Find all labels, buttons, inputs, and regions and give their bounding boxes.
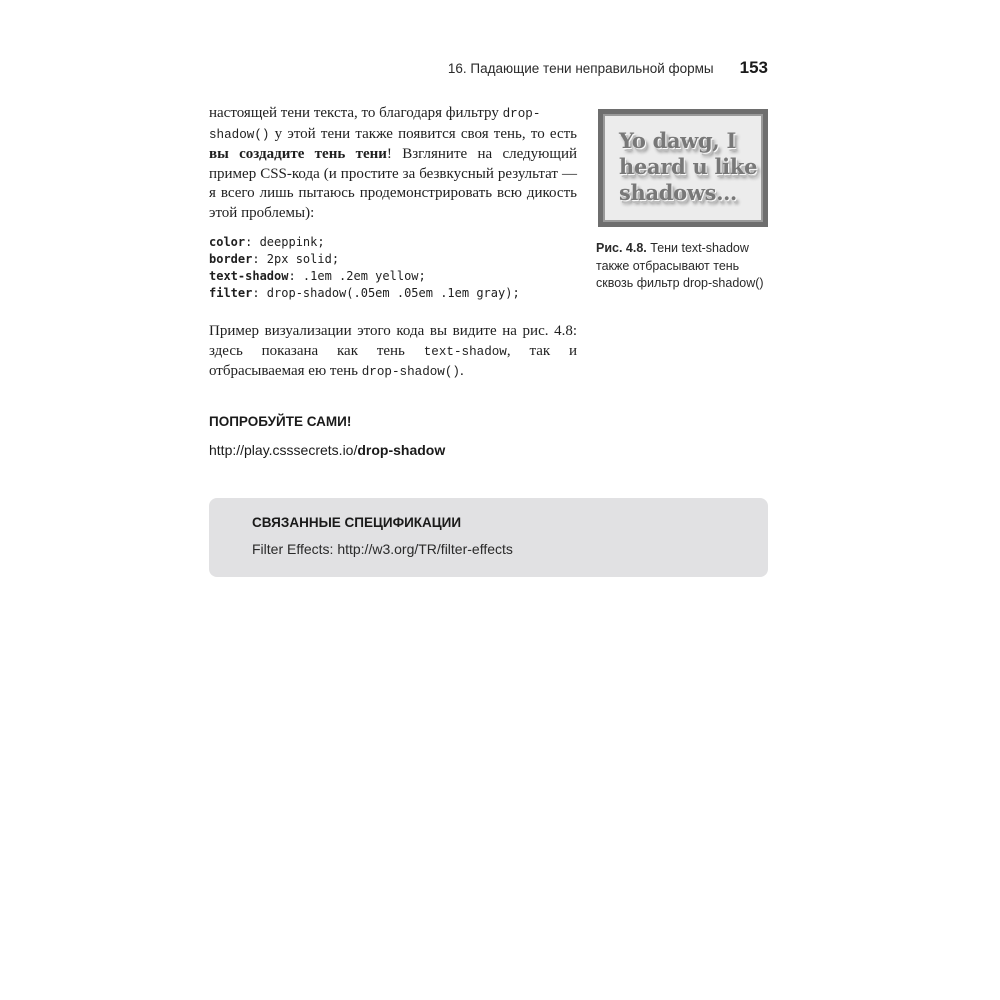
related-specs-box <box>209 498 768 577</box>
page-number: 153 <box>739 58 768 77</box>
figure-4-8 <box>598 109 768 227</box>
inline-code: drop-shadow() <box>361 365 460 379</box>
caption-label: Рис. 4.8. <box>596 241 647 255</box>
code-property: text-shadow <box>209 269 289 283</box>
figure-frame <box>603 114 763 222</box>
running-head <box>430 58 768 78</box>
inline-code: text-shadow <box>423 344 507 359</box>
paragraph-text: настоящей тени текста, то благодаря фильтру <box>209 105 503 121</box>
try-it-heading: ПОПРОБУЙТЕ САМИ! <box>209 414 352 429</box>
code-property: border <box>209 252 253 266</box>
body-paragraph-1 <box>209 104 577 223</box>
inline-code: drop- <box>502 107 541 121</box>
code-line <box>209 268 577 285</box>
paragraph-text: ! Взгляните на следующий пример CSS-кода (и простите за безвкусный результат — я всего лишь пытаюсь продемонстрировать всю дикость этой проблемы): <box>209 146 577 221</box>
related-specs-heading: СВЯЗАННЫЕ СПЕЦИФИКАЦИИ <box>252 515 462 530</box>
paragraph-text: . <box>459 363 464 379</box>
code-property: color <box>209 235 246 249</box>
code-value: : drop-shadow(.05em .05em .1em gray); <box>252 286 520 300</box>
code-line <box>209 234 577 251</box>
figure-text-line: heard u like <box>619 154 758 179</box>
code-block <box>209 234 577 302</box>
paragraph-text: у этой тени также появится своя тень, то есть <box>269 125 577 142</box>
figure-text-line: Yo dawg, I <box>619 128 736 153</box>
paragraph-text: Пример визуализации этого кода вы видите на рис. 4.8: здесь показана как тень <box>209 323 577 359</box>
caption-text: Тени text-shadow также отбрасывают тень сквозь фильтр drop-shadow() <box>596 241 764 290</box>
code-property: filter <box>209 286 253 300</box>
url-slug[interactable]: drop-shadow <box>357 442 446 458</box>
bold-emphasis: вы создадите тень тени <box>209 146 387 162</box>
code-line <box>209 285 577 302</box>
code-value: : .1em .2em yellow; <box>288 269 426 283</box>
code-value: : deeppink; <box>245 235 325 249</box>
paragraph-text: , так и отбрасываемая ею тень <box>209 342 577 379</box>
code-line <box>209 251 577 268</box>
related-spec-item: Filter Effects: http://w3.org/TR/filter-effects <box>252 541 513 557</box>
chapter-title: 16. Падающие тени неправильной формы <box>447 61 714 76</box>
body-paragraph-2 <box>209 322 577 383</box>
figure-text-line: shadows… <box>619 180 737 205</box>
code-value: : 2px solid; <box>252 252 340 266</box>
try-it-link[interactable] <box>209 442 445 458</box>
inline-code: shadow() <box>209 127 270 142</box>
url-prefix[interactable]: http://play.csssecrets.io/ <box>209 442 358 458</box>
figure-caption <box>596 240 771 293</box>
